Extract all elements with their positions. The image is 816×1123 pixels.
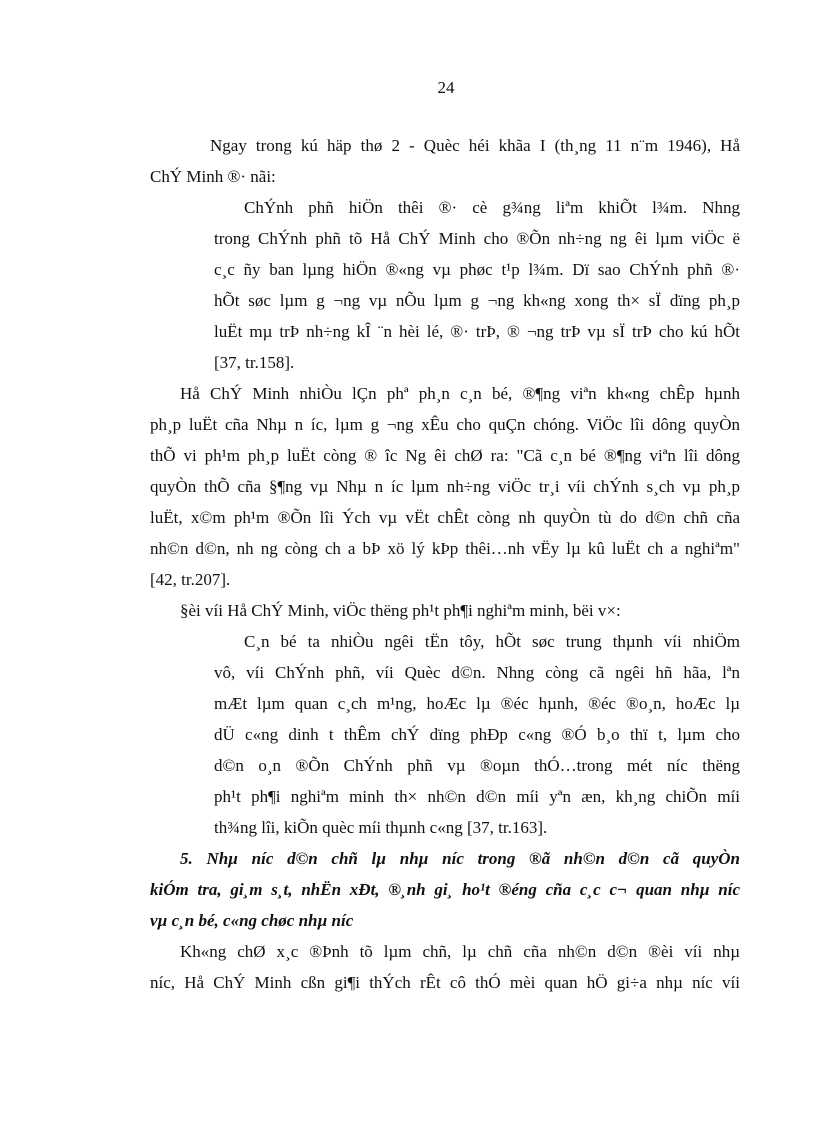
text-line: c¸c ñy ban lµng hiÖn ®«ng vµ phøc t¹p l¾m. Dï sao ChÝnh phñ ®· <box>214 260 740 279</box>
text-line: §èi víi Hå ChÝ Minh, viÖc thëng ph¹t ph¶i nghiªm minh, bëi v×: <box>180 601 621 620</box>
text-line: d©n o¸n ®Õn ChÝnh phñ vµ ®oµn thÓ…trong mét níc thëng <box>214 756 740 775</box>
text-line: mÆt lµm quan c¸ch m¹ng, hoÆc lµ ®éc hµnh, ®éc ®o¸n, hoÆc lµ <box>214 694 740 713</box>
text-line: thÕ vi ph¹m ph¸p luËt còng ® îc Ng êi chØ ra: "Cã c¸n bé ®¶ng viªn lîi dông <box>150 446 740 465</box>
text-line: ChÝnh phñ hiÖn thêi ®· cè g¾ng liªm khiÕt l¾m. Nhng <box>244 198 740 217</box>
text-line: luËt mµ trÞ nh÷ng kÎ ¨n hèi lé, ®· trÞ, ® ¬ng trÞ vµ sÏ trÞ cho kú hÕt <box>214 322 740 341</box>
text-line: ph¹t ph¶i nghiªm minh th× nh©n d©n míi yªn æn, kh¸ng chiÕn míi <box>214 787 740 806</box>
text-line: C¸n bé ta nhiÒu ngêi tËn tôy, hÕt søc trung thµnh víi nhiÖm <box>244 632 740 651</box>
text-line: vµ c¸n bé, c«ng chøc nhµ níc <box>150 911 354 930</box>
paragraph-criticism <box>150 378 740 595</box>
text-line: Hå ChÝ Minh nhiÒu lÇn phª ph¸n c¸n bé, ®¶ng viªn kh«ng chÊp hµnh <box>180 384 740 403</box>
block-quote <box>214 192 740 378</box>
text-line: Kh«ng chØ x¸c ®Þnh tõ lµm chñ, lµ chñ cña nh©n d©n ®èi víi nhµ <box>180 942 740 961</box>
text-line: ph¸p luËt cña Nhµ n íc, lµm g ¬ng xÊu cho quÇn chóng. ViÖc lîi dông quyÒn <box>150 415 740 434</box>
text-line: dÜ c«ng dinh t thÊm chÝ dïng phÐp c«ng ®Ó b¸o thï t, lµm cho <box>214 725 740 744</box>
text-line: [37, tr.158]. <box>214 353 295 372</box>
text-line: Ngay trong kú häp thø 2 - Quèc héi khãa I (th¸ng 11 n¨m 1946), Hå <box>210 136 740 155</box>
paragraph-intro <box>150 130 740 192</box>
text-line: trong ChÝnh phñ tõ Hå ChÝ Minh cho ®Õn nh÷ng ng êi lµm viÖc ë <box>214 229 740 248</box>
text-line: kiÓm tra, gi¸m s¸t, nhËn xÐt, ®¸nh gi¸ ho¹t ®éng cña c¸c c¬ quan nhµ níc <box>150 880 740 899</box>
text-line: vô, víi ChÝnh phñ, víi Quèc d©n. Nhng còng cã ngêi hñ hãa, lªn <box>214 663 740 682</box>
text-line: [42, tr.207]. <box>150 570 231 589</box>
body-text <box>150 130 740 998</box>
text-line: nh©n d©n, nh ng còng ch a bÞ xö lý kÞp thêi…nh vËy lµ kû luËt ch a nghiªm" <box>150 539 740 558</box>
text-line: th¾ng lîi, kiÕn quèc míi thµnh c«ng [37, tr.163]. <box>214 818 548 837</box>
text-line: níc, Hå ChÝ Minh cßn gi¶i thÝch rÊt cô thÓ mèi quan hÖ gi÷a nhµ níc víi <box>150 973 740 992</box>
text-line: quyÒn thÕ cña §¶ng vµ Nhµ n íc lµm nh÷ng viÖc tr¸i víi chÝnh s¸ch vµ ph¸p <box>150 477 740 496</box>
paragraph-conclusion <box>150 936 740 998</box>
text-line: ChÝ Minh ®· nãi: <box>150 167 276 186</box>
page-number: 24 <box>437 78 455 97</box>
text-line: hÕt søc lµm g ¬ng vµ nÕu lµm g ¬ng kh«ng xong th× sÏ dïng ph¸p <box>214 291 740 310</box>
text-line: 5. Nhµ níc d©n chñ lµ nhµ níc trong ®ã nh©n d©n cã quyÒn <box>180 849 740 868</box>
paragraph-reward <box>180 595 740 626</box>
text-line: luËt, x©m ph¹m ®Õn lîi Ých vµ vËt chÊt còng nh quyÒn tù do d©n chñ cña <box>150 508 740 527</box>
section-heading <box>150 843 740 936</box>
block-quote <box>214 626 740 843</box>
